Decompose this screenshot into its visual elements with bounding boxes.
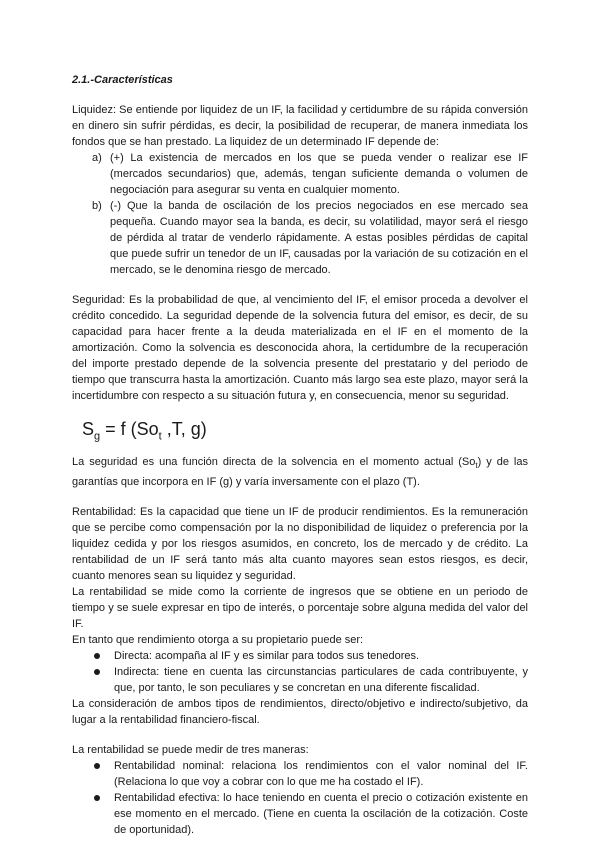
rentabilidad-measure: La rentabilidad se mide como la corriente de ingresos que se obtiene en un periodo de tiempo y se suele expresar en tipo de interés, o porcentaje sobre alguna medida del valor del IF. xyxy=(72,585,528,630)
rentabilidad-paragraph: Rentabilidad: Es la capacidad que tiene un IF de producir rendimientos. Es la remuneración que se percibe como compensación por la no disponibilidad de liquidez o preferencia por la liquidez cedida y por los riesgos asumidos, en concreto, los de mercado y de crédito. La rentabilidad de un IF será tanto más alta cuanto mayores sean estos riesgos, es decir, cuanto menores sean su liquidez y seguridad. xyxy=(72,505,528,582)
rentabilidad-types-intro: En tanto que rendimiento otorga a su propietario puede ser: xyxy=(72,633,364,646)
list-item xyxy=(72,150,528,198)
list-item: Rentabilidad efectiva: lo hace teniendo en cuenta el precio o cotización existente en ese momento en el mercado. (Tiene en cuenta la oscilación de la cotización. Coste de oportunidad). xyxy=(72,790,528,838)
liquidez-paragraph: Liquidez: Se entiende por liquidez de un IF, la facilidad y certidumbre de su rápida conversión en dinero sin sufrir pérdidas, es decir, la posibilidad de recuperar, de manera inmediata los fondos que se han prestado. La liquidez de un determinado IF depende de: xyxy=(72,104,528,148)
rentabilidad-ways-intro: La rentabilidad se puede medir de tres maneras: xyxy=(72,743,309,756)
liquidez-list xyxy=(72,150,528,278)
list-item: Directa: acompaña al IF y es similar para todos sus tenedores. xyxy=(72,648,528,664)
list-item-text: (-) Que la banda de oscilación de los precios negociados en ese mercado sea pequeña. Cuando mayor sea la banda, es decir, su volatilidad, mayor será el riesgo de pérdida al tratar de venderlo rápidamente. A estas posibles pérdidas de capital que puede sufrir un tenedor de un IF, causadas por la variación de su cotización en el mercado, se le denomina riesgo de mercado. xyxy=(110,200,528,276)
list-item-text: (+) La existencia de mercados en los que se pueda vender o realizar ese IF (mercados secundarios) que, además, tengan suficiente demanda o volumen de negociación para asegurar su venta en cualquier momento. xyxy=(110,152,528,196)
seguridad-paragraph: Seguridad: Es la probabilidad de que, al vencimiento del IF, el emisor proceda a devolver el crédito concedido. La seguridad depende de la solvencia futura del emisor, es decir, de su capacidad para hacer frente a la deuda materializada en el IF en el momento de la amortización. Como la solvencia es desconocida ahora, la certidumbre de la recuperación del importe prestado depende de la solvencia presente del prestatario y del periodo de tiempo que transcurra hasta la amortización. Cuanto más largo sea este plazo, mayor será la incertidumbre con respecto a su situación futura y, en consecuencia, menor su seguridad. xyxy=(72,294,528,402)
section-heading: 2.1.-Características xyxy=(72,74,173,86)
rentabilidad-types-list xyxy=(72,648,528,696)
rentabilidad-ways-list xyxy=(72,758,528,838)
bullet-icon xyxy=(94,669,100,675)
seguridad-formula: $S_g = f$ ($So_t$ ,T, g) xyxy=(82,419,207,443)
bullet-icon xyxy=(94,653,100,659)
seguridad-explanation: La seguridad es una función directa de la solvencia en el momento actual $(So_t)$ y de las garantías que incorpora en IF (g) y varía inversamente con el plazo (T). xyxy=(72,455,528,488)
rentabilidad-fiscal: La consideración de ambos tipos de rendimientos, directo/objetivo e indirecto/subjetivo, da lugar a la rentabilidad financiero-fiscal. xyxy=(72,697,528,726)
bullet-icon xyxy=(94,763,100,769)
list-marker: a) xyxy=(92,152,102,164)
list-item xyxy=(72,198,528,278)
list-item: Indirecta: tiene en cuenta las circunstancias particulares de cada contribuyente, y que, por tanto, le son peculiares y se concretan en una diferente fiscalidad. xyxy=(72,664,528,696)
list-item: Rentabilidad nominal: relaciona los rendimientos con el valor nominal del IF. (Relaciona lo que voy a cobrar con lo que me ha costado el IF). xyxy=(72,758,528,790)
list-marker: b) xyxy=(92,200,102,212)
bullet-icon xyxy=(94,795,100,801)
